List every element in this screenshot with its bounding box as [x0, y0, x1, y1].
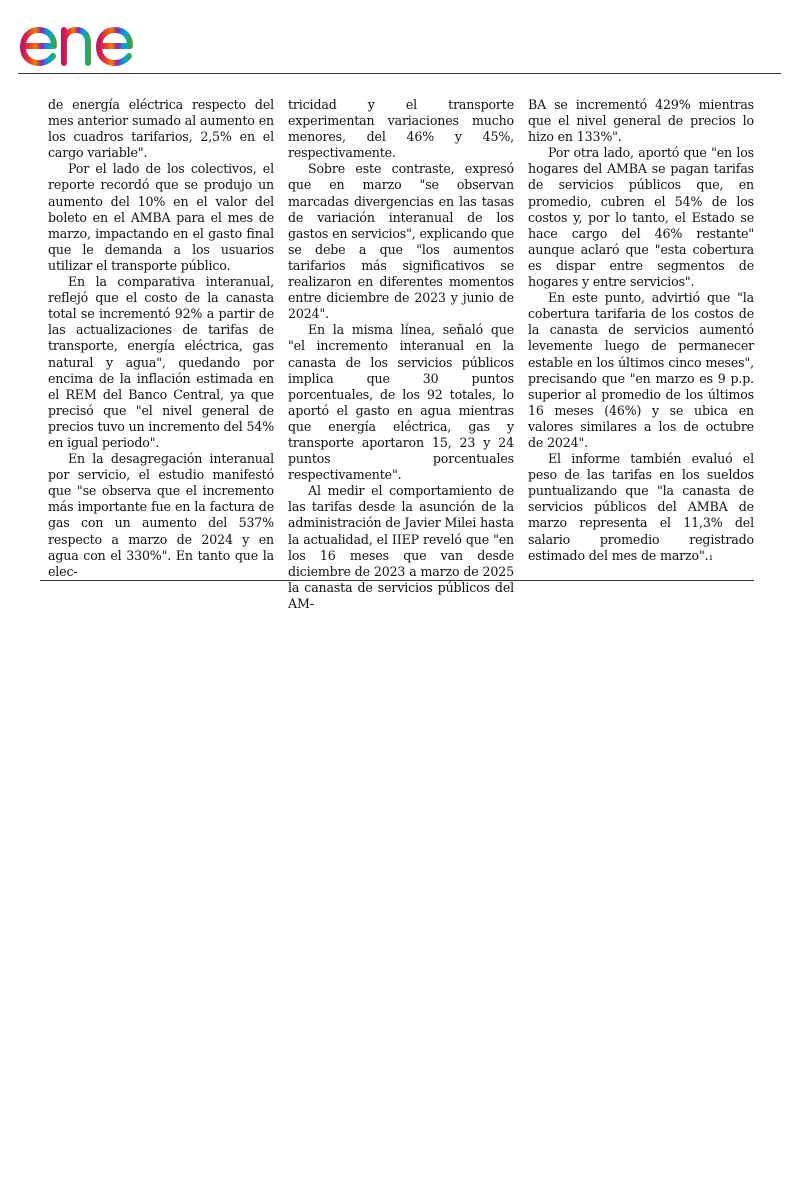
paragraph: Por el lado de los colectivos, el reporte recordó que se produjo un aumento del 10% en el valor del boleto en el AMBA para el mes de marzo, impactando en el gasto final que le demanda a los usuarios utilizar el transporte público. [48, 161, 274, 273]
paragraph: En la desagregación interanual por servicio, el estudio manifestó que "se observa que el incremento más importante fue en la factura de gas con un aumento del 537% respecto a marzo de 2024 y en agua con el 330%". En tanto que la elec- [48, 451, 274, 579]
header-rule [18, 73, 781, 74]
paragraph: de energía eléctrica respecto del mes anterior sumado al aumento en los cuadros tarifarios, 2,5% en el cargo variable". [48, 97, 274, 161]
article-column-1 [48, 97, 274, 580]
paragraph: tricidad y el transporte experimentan variaciones mucho menores, del 46% y 45%, respectivamente. [288, 97, 514, 161]
paragraph: En la comparativa interanual, reflejó que el costo de la canasta total se incrementó 92% a partir de las actualizaciones de tarifas de transporte, energía eléctrica, gas natural y agua", quedando por encima de la inflación estimada en el REM del Banco Central, ya que precisó que "el nivel general de precios tuvo un incremento del 54% en igual periodo". [48, 274, 275, 450]
article-column-2 [288, 97, 514, 612]
end-of-article-mark: ı [709, 552, 713, 563]
paragraph: En la misma línea, señaló que "el incremento interanual en la canasta de los servicios públicos implica que 30 puntos porcentuales, de los 92 totales, lo aportó el gasto en agua mientras que energía eléctrica, gas y transporte aportaron 15, 23 y 24 puntos porcentuales respectivamente". [288, 322, 514, 483]
article-column-3 [528, 97, 754, 566]
bottom-rule [40, 580, 754, 581]
paragraph: BA se incrementó 429% mientras que el nivel general de precios lo hizo en 133%". [528, 97, 754, 145]
last-paragraph [528, 451, 754, 566]
paragraph: Al medir el comportamiento de las tarifas desde la asunción de la administración de Javier Milei hasta la actualidad, el IIEP reveló que "en los 16 meses que van desde diciembre de 2023 a marzo de 2025 la canasta de servicios públicos del AM- [288, 483, 514, 611]
paragraph: Sobre este contraste, expresó que en marzo "se observan marcadas divergencias en las tasas de variación interanual de los gastos en servicios", explicando que se debe a que "los aumentos tarifarios más significativos se realizaron en diferentes momentos entre diciembre de 2023 y junio de 2024". [288, 161, 514, 322]
paragraph: En este punto, advirtió que "la cobertura tarifaria de los costos de la canasta de servicios aumentó levemente luego de permanecer estable en los últimos cinco meses", precisando que "en marzo es 9 p.p. superior al promedio de los últimos 16 meses (46%) y se ubica en valores similares a los de octubre de 2024". [528, 290, 754, 450]
paragraph-text: El informe también evaluó el peso de las tarifas en los sueldos puntualizando que "la canasta de servicios públicos del AMBA de marzo representa el 11,3% del salario promedio registrado estimado del mes de marzo". [528, 451, 754, 563]
paragraph: Por otra lado, aportó que "en los hogares del AMBA se pagan tarifas de servicios públicos que, en promedio, cubren el 54% de los costos y, por lo tanto, el Estado se hace cargo del 46% restante" aunque aclaró que "esta cobertura es dispar entre segmentos de hogares y entre servicios". [528, 145, 754, 290]
enel-logo [18, 8, 168, 68]
